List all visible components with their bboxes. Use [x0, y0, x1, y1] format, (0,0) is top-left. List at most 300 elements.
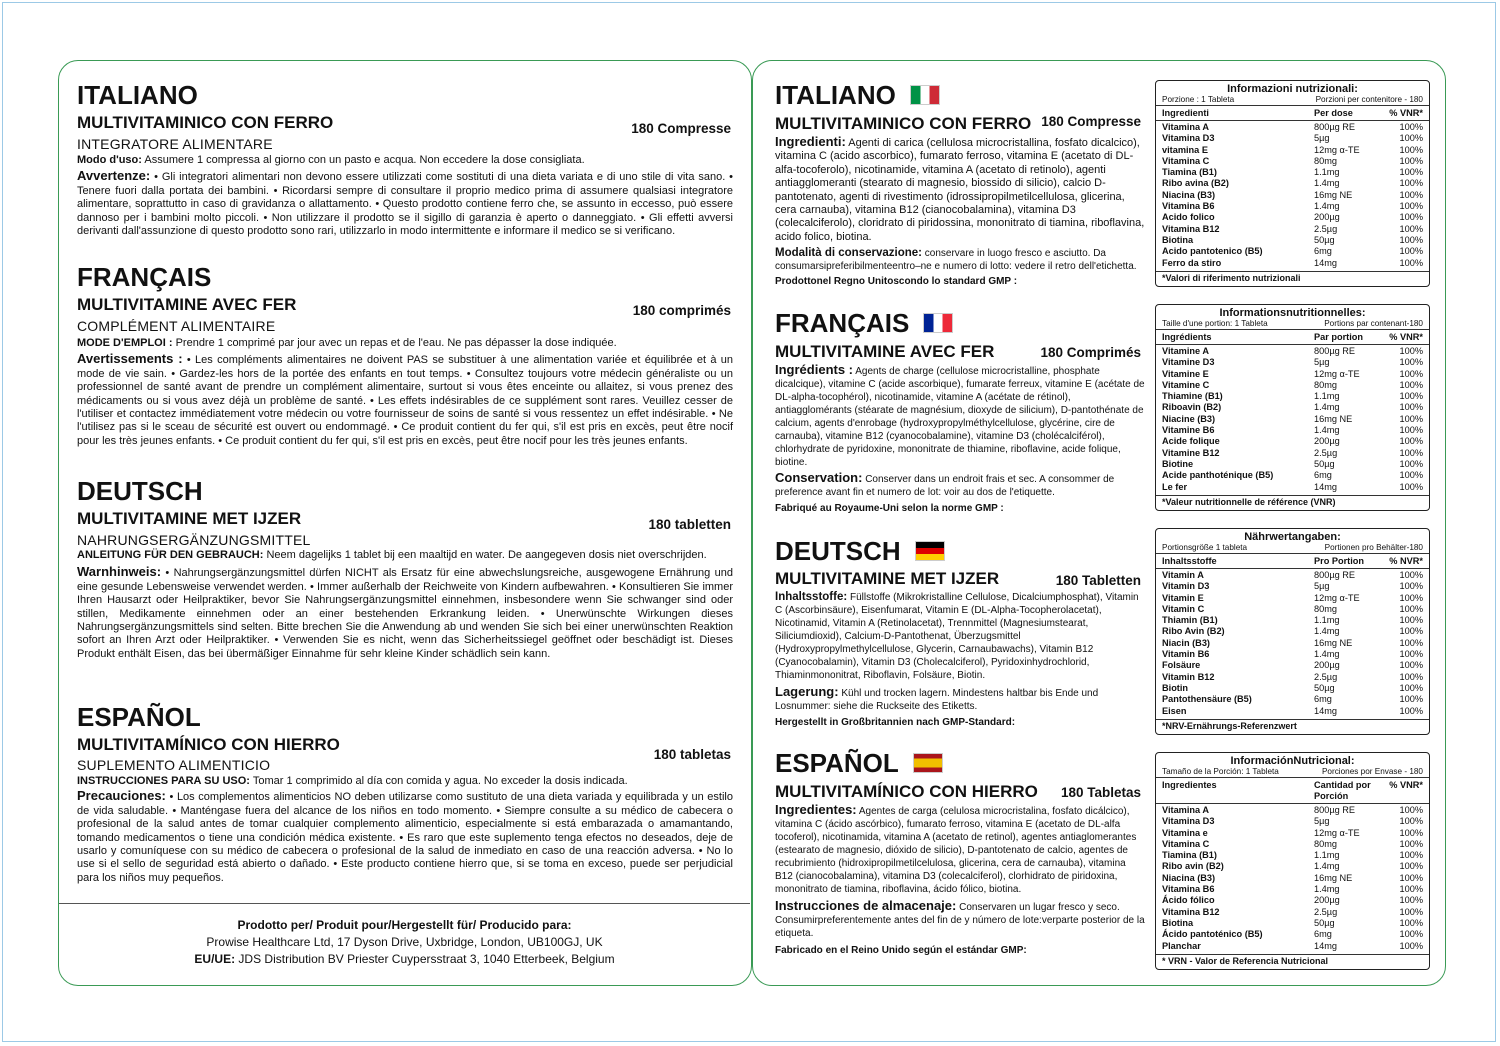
nutrient-name: Vitamine B6: [1162, 425, 1215, 436]
italy-flag-icon: [910, 85, 940, 105]
nrv-percent: 100%: [1399, 201, 1423, 212]
section-francais-left: [77, 263, 733, 448]
ingredients-text: [775, 803, 1145, 896]
nrv-percent: 100%: [1399, 929, 1423, 940]
usage-text: [77, 154, 733, 167]
table-row: [1156, 391, 1429, 402]
nrv-percent: 100%: [1399, 884, 1423, 895]
table-row: [1156, 258, 1429, 269]
usage-label: INSTRUCCIONES PARA SU USO:: [77, 775, 250, 787]
footer-divider: [59, 903, 750, 904]
amount-per-serving: 5µg: [1314, 581, 1330, 592]
table-row: [1156, 156, 1429, 167]
ingredients-label: Inhaltsstoffe:: [775, 591, 848, 603]
nrv-percent: 100%: [1399, 816, 1423, 827]
table-header-row: [1156, 554, 1429, 569]
nrv-percent: 100%: [1399, 346, 1423, 356]
nrv-percent: 100%: [1399, 940, 1423, 951]
nrv-percent: 100%: [1399, 660, 1423, 671]
language-heading: ITALIANO: [77, 80, 198, 110]
servings-per-container: Portions par contenant-180: [1324, 319, 1423, 328]
nutrient-name: Folsäure: [1162, 660, 1201, 671]
table-footnote: *Valori di riferimento nutrizionali: [1156, 271, 1429, 286]
amount-per-serving: 50µg: [1314, 234, 1335, 245]
amount-per-serving: 80mg: [1314, 838, 1337, 849]
table-header-row: [1156, 106, 1429, 121]
nutrient-name: Acido pantotenico (B5): [1162, 246, 1263, 257]
nutrient-name: Vitamine B12: [1162, 447, 1220, 458]
product-title: MULTIVITAMÍNICO CON HIERRO: [77, 735, 340, 754]
amount-per-serving: 1.4mg: [1314, 201, 1340, 212]
amount-per-serving: 5µg: [1314, 816, 1330, 827]
nrv-percent: 100%: [1399, 671, 1423, 682]
ingredients-text: [775, 591, 1145, 682]
nutrient-name: Biotina: [1162, 234, 1194, 245]
nrv-percent: 100%: [1399, 872, 1423, 883]
storage-body: Conservaren un lugar fresco y seco. Consumirpreferentemente antes del fin de y número de lote:verparte posterior de la etiqueta.: [775, 902, 1145, 939]
nrv-percent: 100%: [1399, 167, 1423, 178]
nrv-percent: 100%: [1399, 470, 1423, 481]
column-header: % VNR*: [1389, 332, 1423, 342]
nutrient-name: Vitamina A: [1162, 805, 1209, 815]
ingredients-body: Füllstoffe (Mikrokristalline Cellulose, Dicalciumphosphat), Vitamin C (Ascorbinsäure), Eisenfumarat, Vitamin E (DL-Alpha-Tocopherolacetat), Nicotinamid, Vitamin A (Retinolacetat), Trennmittel (Magnesiumstearat, Siliciumdioxid), Calcium-D-Pantothenat, Überzugsmittel (Hydroxypropylmethylcellulose, Glycerin, Carnaubawachs), Vitamin B12 (Cyanocobalamin), Vitamin D3 (Cholecalciferol), Pyridoxinhydrochlorid, Thiaminmononitrat, Riboflavin, Folsäure, Biotin.: [775, 592, 1139, 681]
table-row: [1156, 133, 1429, 144]
nutrient-name: Niacina (B3): [1162, 189, 1216, 200]
table-footnote: * VRN - Valor de Referencia Nutricional: [1156, 954, 1429, 969]
nrv-percent: 100%: [1399, 682, 1423, 693]
nutrient-name: Vitamine A: [1162, 346, 1209, 356]
section-deutsch-right: [775, 537, 1145, 729]
amount-per-serving: 14mg: [1314, 257, 1337, 268]
nrv-percent: 100%: [1399, 223, 1423, 234]
table-row: [1156, 369, 1429, 380]
nrv-percent: 100%: [1399, 425, 1423, 436]
amount-per-serving: 6mg: [1314, 246, 1332, 257]
amount-per-serving: 5µg: [1314, 133, 1330, 144]
amount-per-serving: 12mg α-TE: [1314, 592, 1360, 603]
nutrition-table: [1155, 528, 1430, 735]
amount-per-serving: 14mg: [1314, 705, 1337, 716]
table-row: [1156, 448, 1429, 459]
amount-per-serving: 16mg NE: [1314, 413, 1353, 424]
amount-per-serving: 1.4mg: [1314, 178, 1340, 189]
nrv-percent: 100%: [1399, 694, 1423, 705]
nrv-percent: 100%: [1399, 379, 1423, 390]
ingredients-body: Agenti di carica (cellulosa microcristallina, fosfato dicalcico), vitamina C (acido ascorbico), fumarato ferroso, vitamina E (acetato di DL-alfa-tocoferolo), nicotinamide, vitamina A (acetato di retinolo), agenti antiagglomeranti (stearato di magnesio, biossido di silicio), calcio D-pantotenato, agenti di rivestimento (idrossipropilmetilcellulosa, glicerina, cera carnauba), vitamina B12 (cianocobalamina), vitamina D3 (colecalciferolo), cloridrato di piridossina, mononitrato di tiamina, riboflavina, acido folico, biotina.: [775, 137, 1145, 243]
section-italiano-left: [77, 81, 733, 238]
nutrient-name: Ribo Avin (B2): [1162, 626, 1225, 637]
table-row: [1156, 839, 1429, 850]
nrv-percent: 100%: [1399, 581, 1423, 592]
table-row: [1156, 907, 1429, 918]
warnings-label: Avertissements :: [77, 351, 183, 367]
nrv-percent: 100%: [1399, 861, 1423, 872]
made-in-text: Fabricado en el Reino Unido según el estándar GMP:: [775, 945, 1027, 956]
nutrient-name: Vitamin C: [1162, 603, 1205, 614]
made-in-text: Hergestellt in Großbritannien nach GMP-Standard:: [775, 717, 1016, 728]
amount-per-serving: 14mg: [1314, 940, 1337, 951]
serving-size: Tamaño de la Porción: 1 Tableta: [1162, 767, 1279, 776]
table-row: [1156, 593, 1429, 604]
nrv-percent: 100%: [1399, 189, 1423, 200]
section-italiano-right: [775, 81, 1145, 288]
nutrient-name: Vitamin A: [1162, 570, 1204, 580]
nutrient-name: Vitamine C: [1162, 379, 1210, 390]
warnings-text: [77, 352, 733, 448]
amount-per-serving: 12mg α-TE: [1314, 144, 1360, 155]
nutrient-name: Niacine (B3): [1162, 413, 1216, 424]
serving-info: [1156, 319, 1429, 330]
nutrient-name: Vitamine D3: [1162, 357, 1215, 368]
amount-per-serving: 1.4mg: [1314, 626, 1340, 637]
storage-body: conservare in luogo fresco e asciutto. Da consumarsipreferibilmenteentro–ne e numero di lotto: vedere il retro dell'etichetta.: [775, 248, 1137, 273]
made-in-text: Fabriqué au Royaume-Uni selon la norme GMP :: [775, 503, 1004, 514]
storage-text: [775, 471, 1145, 499]
nutrient-name: Ácido fólico: [1162, 895, 1215, 906]
product-category: INTEGRATORE ALIMENTARE: [77, 136, 273, 152]
amount-per-serving: 800µg RE: [1314, 805, 1356, 815]
table-footnote: *Valeur nutritionnelle de référence (VNR): [1156, 495, 1429, 510]
nrv-percent: 100%: [1399, 838, 1423, 849]
usage-label: ANLEITUNG FÜR DEN GEBRAUCH:: [77, 549, 264, 561]
table-row: [1156, 683, 1429, 694]
nrv-percent: 100%: [1399, 603, 1423, 614]
table-row: [1156, 570, 1429, 581]
tablet-count: 180 tabletas: [653, 747, 731, 762]
amount-per-serving: 200µg: [1314, 436, 1340, 447]
amount-per-serving: 80mg: [1314, 603, 1337, 614]
germany-flag-icon: [915, 541, 945, 561]
made-in-text: Prodottonel Regno Unitoscondo lo standard GMP :: [775, 276, 1018, 288]
nutrition-table-title: Nährwertangaben:: [1244, 531, 1341, 543]
product-title: MULTIVITAMINE MET IJZER: [77, 509, 302, 528]
serving-size: Porzione : 1 Tableta: [1162, 95, 1235, 104]
usage-body: Tomar 1 comprimido al día con comida y agua. No exceder la dosis indicada.: [252, 775, 628, 787]
nutrient-name: Thiamin (B1): [1162, 615, 1218, 626]
nrv-percent: 100%: [1399, 178, 1423, 189]
amount-per-serving: 800µg RE: [1314, 570, 1356, 580]
amount-per-serving: 50µg: [1314, 917, 1335, 928]
nrv-percent: 100%: [1399, 917, 1423, 928]
table-row: [1156, 861, 1429, 872]
nutrient-name: Tiamina (B1): [1162, 850, 1217, 861]
language-heading: [775, 537, 1145, 565]
tablet-count: 180 comprimés: [632, 303, 731, 318]
table-row: [1156, 873, 1429, 884]
serving-info: [1156, 767, 1429, 778]
amount-per-serving: 6mg: [1314, 929, 1332, 940]
nutrient-name: Vitamin B6: [1162, 649, 1210, 660]
table-row: [1156, 672, 1429, 683]
storage-body: Conserver dans un endroit frais et sec. A consommer de preference avant fin et numero de lot: voir au dos de l'etiquette.: [775, 474, 1115, 498]
nutrient-name: Vitamina C: [1162, 155, 1210, 166]
amount-per-serving: 1.4mg: [1314, 649, 1340, 660]
amount-per-serving: 14mg: [1314, 481, 1337, 492]
nrv-percent: 100%: [1399, 895, 1423, 906]
amount-per-serving: 200µg: [1314, 895, 1340, 906]
storage-body: Kühl und trocken lagern. Mindestens haltbar bis Ende und Losnummer: siehe die Ruckseite des Etiketts.: [775, 688, 1099, 712]
table-row: [1156, 626, 1429, 637]
eu-address: [59, 951, 750, 968]
nrv-percent: 100%: [1399, 481, 1423, 492]
table-row: [1156, 850, 1429, 861]
language-heading: DEUTSCH: [77, 476, 203, 506]
column-header: % VNR*: [1389, 780, 1423, 790]
product-category: SUPLEMENTO ALIMENTICIO: [77, 757, 271, 773]
ingredients-text: [775, 135, 1145, 244]
product-category: COMPLÉMENT ALIMENTAIRE: [77, 318, 276, 334]
amount-per-serving: 200µg: [1314, 660, 1340, 671]
table-row: [1156, 201, 1429, 212]
usage-text: [77, 775, 733, 788]
nutrient-name: Acide folique: [1162, 436, 1220, 447]
table-row: [1156, 224, 1429, 235]
manufacturer-footer: [59, 917, 750, 968]
nrv-percent: 100%: [1399, 827, 1423, 838]
nutrition-table-title: Informationsnutritionnelles:: [1219, 307, 1366, 319]
column-header: % NVR*: [1389, 556, 1423, 566]
table-row: [1156, 459, 1429, 470]
nutrient-name: Vitamina D3: [1162, 816, 1215, 827]
amount-per-serving: 5µg: [1314, 357, 1330, 368]
amount-per-serving: 6mg: [1314, 470, 1332, 481]
nrv-percent: 100%: [1399, 357, 1423, 368]
usage-body: Neem dagelijks 1 tablet bij een maaltijd en water. De aangegeven dosis niet overschrijden.: [266, 549, 707, 561]
servings-per-container: Porciones por Envase - 180: [1321, 767, 1423, 776]
tablet-count: 180 Compresse: [1041, 114, 1141, 129]
nutrient-name: Niacina (B3): [1162, 872, 1216, 883]
table-row: [1156, 706, 1429, 717]
uk-address: Prowise Healthcare Ltd, 17 Dyson Drive, Uxbridge, London, UB100GJ, UK: [206, 935, 603, 949]
usage-text: [77, 549, 733, 562]
nrv-percent: 100%: [1399, 850, 1423, 861]
language-heading: FRANÇAIS: [77, 262, 212, 292]
nrv-percent: 100%: [1399, 402, 1423, 413]
storage-text: [775, 899, 1145, 940]
table-row: [1156, 895, 1429, 906]
nrv-percent: 100%: [1399, 234, 1423, 245]
table-row: [1156, 918, 1429, 929]
amount-per-serving: 2.5µg: [1314, 447, 1338, 458]
table-row: [1156, 828, 1429, 839]
column-header: % VNR*: [1389, 108, 1423, 118]
table-row: [1156, 660, 1429, 671]
nutrient-name: Ribo avina (B2): [1162, 178, 1229, 189]
nutrition-table: [1155, 304, 1430, 511]
warnings-text: [77, 169, 733, 238]
nutrient-name: Vitamin D3: [1162, 581, 1210, 592]
storage-text: [775, 685, 1145, 713]
product-title: MULTIVITAMINICO CON FERRO: [775, 114, 1032, 133]
warnings-label: Warnhinweis:: [77, 564, 162, 580]
nrv-percent: 100%: [1399, 615, 1423, 626]
warnings-label: Precauciones:: [77, 788, 166, 804]
usage-text: [77, 337, 733, 350]
nutrient-name: Vitamina B12: [1162, 906, 1220, 917]
table-body: [1156, 121, 1429, 271]
column-header: Par portion: [1314, 332, 1364, 342]
table-row: [1156, 694, 1429, 705]
nutrient-name: Biotina: [1162, 917, 1194, 928]
nutrient-name: Vitamina B12: [1162, 223, 1220, 234]
nutrient-name: Tiamina (B1): [1162, 167, 1217, 178]
amount-per-serving: 2.5µg: [1314, 906, 1338, 917]
usage-label: Modo d'uso:: [77, 154, 142, 166]
table-row: [1156, 246, 1429, 257]
nutrient-name: Vitamine E: [1162, 368, 1209, 379]
nutrient-name: Vitamina B6: [1162, 884, 1215, 895]
warnings-body: • Nahrungsergänzungsmittel dürfen NICHT als Ersatz für eine abwechslungsreiche, ausgewogene Ernährung und eine gesunde Lebensweise verwendet werden. • Immer außerhalb der Reichweite von Kindern aufbewahren. • Konsultieren Sie immer Ihren Hausarzt oder Heilpraktiker, bevor Sie Nahrungsergänzungsmittel einnehmen, insbesondere wenn Sie schwanger sind oder stillen, Medikamente einnehmen oder an einer bestehenden Erkrankung leiden. • Unerwünschte Wirkungen dieses Nahrungsergänzungsmittels sind selten. Bitte brechen Sie die Anwendung ab und wenden Sie sich bei einer unerwünschten Reaktion sofort an Ihren Arzt oder Heilpraktiker. • Verwenden Sie es nicht, wenn das Sicherheitssiegel geöffnet oder beschädigt ist. Dieses Produkt enthält Eisen, das bei übermäßiger Einnahme für sehr kleine Kinder schädlich sein kann.: [77, 567, 733, 660]
ingredients-text: [775, 363, 1145, 469]
left-label-panel: [58, 60, 752, 986]
section-francais-right: [775, 309, 1145, 515]
nrv-percent: 100%: [1399, 705, 1423, 716]
nrv-percent: 100%: [1399, 413, 1423, 424]
language-heading: [775, 309, 1145, 337]
table-row: [1156, 929, 1429, 940]
tablet-count: 180 Tabletten: [1055, 573, 1141, 588]
amount-per-serving: 1.4mg: [1314, 861, 1340, 872]
nrv-percent: 100%: [1399, 592, 1423, 603]
made-for-label: Prodotto per/ Produit pour/Hergestellt für/ Producido para:: [237, 918, 572, 932]
amount-per-serving: 1.4mg: [1314, 425, 1340, 436]
nutrient-name: Ferro da stiro: [1162, 257, 1222, 268]
amount-per-serving: 1.4mg: [1314, 402, 1340, 413]
ingredients-body: Agents de charge (cellulose microcristalline, phosphate dicalcique), vitamine C (acide ascorbique), fumarate ferreux, vitamine E (acétate de DL-alpha-tocophérol), nicotinamide, vitamine A (acétate de rétinol), antiagglomérants (stéarate de magnésium, dioxyde de silicium), D-pantothénate de calcium, agents d'enrobage (hydroxypropylméthylcellulose, glycérine, cire de carnauba), vitamine B12 (cyanocobalamine), vitamine D3 (cholécalciférol), chlorhydrate de pyridoxine, mononitrate de thiamine, riboflavine, acide folique, biotine.: [775, 366, 1145, 468]
storage-text: [775, 247, 1145, 273]
nutrient-name: Niacin (B3): [1162, 637, 1210, 648]
product-title: MULTIVITAMINE MET IJZER: [775, 569, 1000, 588]
nrv-percent: 100%: [1399, 122, 1423, 132]
servings-per-container: Porzioni per contenitore - 180: [1315, 95, 1423, 104]
table-row: [1156, 615, 1429, 626]
column-header: Cantidad por Porción: [1314, 780, 1371, 801]
eu-address-text: JDS Distribution BV Priester Cuypersstraat 3, 1040 Etterbeek, Belgium: [238, 952, 615, 966]
language-name: ITALIANO: [775, 80, 896, 110]
tablet-count: 180 Compresse: [631, 121, 731, 136]
nutrient-name: Riboavin (B2): [1162, 402, 1222, 413]
amount-per-serving: 1.1mg: [1314, 391, 1340, 402]
france-flag-icon: [923, 313, 953, 333]
amount-per-serving: 6mg: [1314, 694, 1332, 705]
ingredients-label: Ingredienti:: [775, 134, 846, 149]
amount-per-serving: 12mg α-TE: [1314, 827, 1360, 838]
nutrition-table: [1155, 752, 1430, 970]
table-row: [1156, 805, 1429, 816]
nrv-percent: 100%: [1399, 436, 1423, 447]
language-heading: ESPAÑOL: [77, 702, 201, 732]
nrv-percent: 100%: [1399, 906, 1423, 917]
nrv-percent: 100%: [1399, 391, 1423, 402]
nrv-percent: 100%: [1399, 144, 1423, 155]
amount-per-serving: 1.1mg: [1314, 167, 1340, 178]
amount-per-serving: 50µg: [1314, 682, 1335, 693]
nrv-percent: 100%: [1399, 133, 1423, 144]
language-name: ESPAÑOL: [775, 748, 899, 778]
table-row: [1156, 482, 1429, 493]
nrv-percent: 100%: [1399, 805, 1423, 815]
amount-per-serving: 50µg: [1314, 458, 1335, 469]
table-row: [1156, 425, 1429, 436]
table-row: [1156, 581, 1429, 592]
nrv-percent: 100%: [1399, 626, 1423, 637]
amount-per-serving: 80mg: [1314, 379, 1337, 390]
ingredients-body: Agentes de carga (celulosa microcristalina, fosfato dicálcico), vitamina C (ácido ascórbico), fumarato ferroso, vitamina E (acetato de DL-alfa tocoferol), nicotinamida, vitamina A (acetato de retinol), agentes antiaglomerantes (estearato de magnesio, dióxido de silicio), D-pantotenato de calcio, agentes de recubrimiento (hidroxipropilmetilcelulosa, glicerina, cera de carnauba), vitamina B12 (cianocobalamina), vitamina D3 (colecalciferol), clorhidrato de piridoxina, mononitrato de tiamina, riboflavina, ácido fólico, biotina.: [775, 806, 1137, 895]
amount-per-serving: 16mg NE: [1314, 637, 1353, 648]
nutrient-name: Acide panthoténique (B5): [1162, 470, 1274, 481]
nrv-percent: 100%: [1399, 257, 1423, 268]
nrv-percent: 100%: [1399, 637, 1423, 648]
table-row: [1156, 235, 1429, 246]
storage-label: Instrucciones de almacenaje:: [775, 898, 957, 913]
column-header: Ingredienti: [1162, 108, 1209, 118]
amount-per-serving: 2.5µg: [1314, 223, 1338, 234]
column-header: Per dose: [1314, 108, 1353, 118]
storage-label: Modalità di conservazione:: [775, 247, 922, 260]
spain-flag-icon: [913, 753, 943, 773]
nutrient-name: Thiamine (B1): [1162, 391, 1223, 402]
table-row: [1156, 604, 1429, 615]
usage-body: Assumere 1 compressa al giorno con un pasto e acqua. Non eccedere la dose consigliata.: [144, 154, 585, 166]
amount-per-serving: 1.1mg: [1314, 850, 1340, 861]
product-title: MULTIVITAMINICO CON FERRO: [77, 113, 334, 132]
amount-per-serving: 12mg α-TE: [1314, 368, 1360, 379]
eu-label: EU/UE:: [194, 952, 236, 966]
table-row: [1156, 346, 1429, 357]
serving-info: [1156, 95, 1429, 106]
table-row: [1156, 178, 1429, 189]
table-row: [1156, 190, 1429, 201]
amount-per-serving: 16mg NE: [1314, 189, 1353, 200]
column-header: Ingrédients: [1162, 332, 1212, 342]
nutrient-name: Vitamin B12: [1162, 671, 1215, 682]
language-heading: [775, 749, 1145, 777]
table-row: [1156, 380, 1429, 391]
serving-size: Portionsgröße 1 tableta: [1162, 543, 1248, 552]
storage-label: Conservation:: [775, 470, 863, 485]
tablet-count: 180 Comprimés: [1040, 345, 1141, 360]
amount-per-serving: 200µg: [1314, 212, 1340, 223]
warnings-body: • Los complementos alimenticios NO deben utilizarse como sustituto de una dieta variada y equilibrada y un estilo de vida saludable. • Manténgase fuera del alcance de los niños en todo momento. • Siempre consulte a su médico de cabecera o profesional de la salud antes de tomar cualquier complemento alimenticio, especialmente si está embarazada o amamantando, tomando medicamentos o tiene una condición médica existente. • Es raro que este suplemento tenga efectos no deseados, deje de usarlo y comuníquese con su médico de cabecera o profesional de la salud de inmediato en caso de una reacción adversa. • No lo use si el sello de seguridad está abierto o dañado. • Este producto contiene hierro que, si se toma en exceso, puede ser perjudicial para los niños muy pequeños.: [77, 791, 733, 884]
nutrient-name: Biotine: [1162, 458, 1194, 469]
product-category: NAHRUNGSERGÄNZUNGSMITTEL: [77, 532, 311, 548]
table-body: [1156, 569, 1429, 719]
product-title: MULTIVITAMINE AVEC FER: [77, 295, 297, 314]
amount-per-serving: 80mg: [1314, 155, 1337, 166]
storage-label: Lagerung:: [775, 684, 839, 699]
nutrient-name: vitamina E: [1162, 144, 1208, 155]
nutrition-table-title: Informazioni nutrizionali:: [1227, 83, 1358, 95]
table-row: [1156, 884, 1429, 895]
section-espanol-right: [775, 749, 1145, 957]
usage-label: MODE D'EMPLOI :: [77, 337, 173, 349]
table-row: [1156, 357, 1429, 368]
column-header: Ingredientes: [1162, 780, 1217, 790]
product-title: MULTIVITAMÍNICO CON HIERRO: [775, 782, 1038, 801]
nutrient-name: Eisen: [1162, 705, 1187, 716]
warnings-body: • Gli integratori alimentari non devono essere utilizzati come sostituti di una dieta variata e di uno stile di vita sano. • Tenere fuori dalla portata dei bambini. • Ricordarsi sempre di consultare il proprio medico prima di assumere qualsiasi integratore alimentare, soprattutto in caso di gravidanza o allattamento. • Questo prodotto contiene ferro che, se assunto in eccesso, può essere dannoso per i bambini molto piccoli. • Non utilizzare il prodotto se il sigillo di garanzia è aperto o danneggiato. • Gli effetti avversi derivanti dall'assunzione di questo prodotto sono rari, utilizzarlo in modo intermittente e informare il medico se si verificano.: [77, 171, 733, 238]
nutrient-name: Planchar: [1162, 940, 1201, 951]
warnings-text: [77, 789, 733, 885]
table-header-row: [1156, 330, 1429, 345]
table-row: [1156, 212, 1429, 223]
nutrient-name: Ácido pantoténico (B5): [1162, 929, 1263, 940]
nutrient-name: Vitamina C: [1162, 838, 1210, 849]
amount-per-serving: 2.5µg: [1314, 671, 1338, 682]
nrv-percent: 100%: [1399, 368, 1423, 379]
nutrient-name: Vitamin E: [1162, 592, 1204, 603]
nrv-percent: 100%: [1399, 246, 1423, 257]
